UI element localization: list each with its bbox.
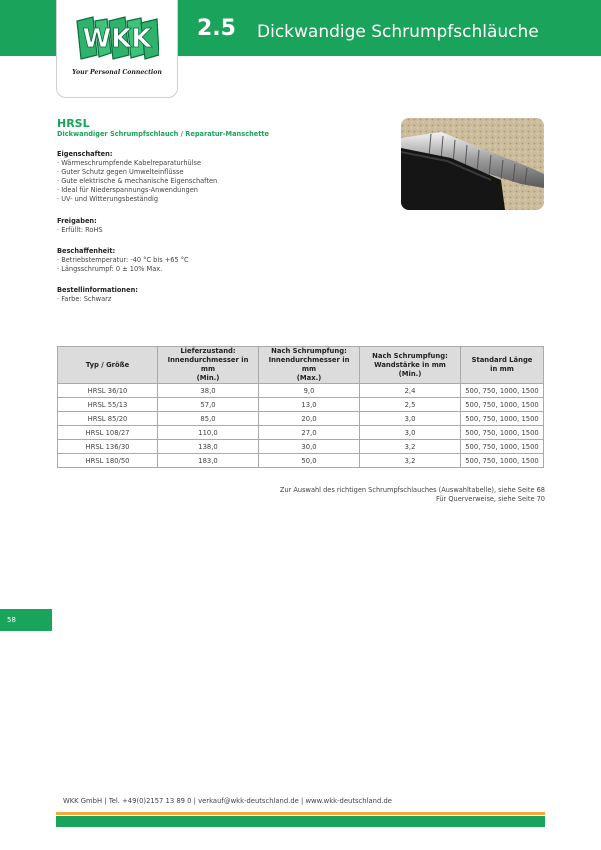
cross-reference-notes — [280, 486, 545, 504]
table-row — [58, 454, 544, 468]
cell-liefer: 138,0 — [158, 440, 259, 454]
cell-laenge: 500, 750, 1000, 1500 — [461, 412, 544, 426]
cell-wand: 3,0 — [360, 426, 461, 440]
freigaben-heading: Freigaben: — [57, 217, 97, 225]
table-row — [58, 440, 544, 454]
eigenschaften-heading: Eigenschaften: — [57, 150, 113, 158]
product-photo — [401, 118, 544, 210]
table-row — [58, 384, 544, 398]
cell-laenge: 500, 750, 1000, 1500 — [461, 440, 544, 454]
cell-liefer: 183,0 — [158, 454, 259, 468]
cell-schrumpf: 9,0 — [259, 384, 360, 398]
cell-schrumpf: 20,0 — [259, 412, 360, 426]
page-number: 58 — [7, 616, 16, 624]
bestell-heading: Bestellinformationen: — [57, 286, 138, 294]
footer-stripe-orange — [56, 812, 545, 815]
col-header-innendurchmesser: Nach Schrumpfung: Innendurchmesser in mm (Max.) — [259, 347, 360, 384]
list-item: · Guter Schutz gegen Umwelteinflüsse — [57, 168, 184, 176]
col-header-laenge: Standard Länge in mm — [461, 347, 544, 384]
footer-contact: WKK GmbH | Tel. +49(0)2157 13 89 0 | verkauf@wkk-deutschland.de | www.wkk-deutschland.de — [63, 797, 392, 805]
cell-laenge: 500, 750, 1000, 1500 — [461, 398, 544, 412]
cell-typ: HRSL 85/20 — [58, 412, 158, 426]
eigenschaften-block — [57, 150, 217, 204]
cell-liefer: 38,0 — [158, 384, 259, 398]
list-item: · Betriebstemperatur: -40 °C bis +65 °C — [57, 256, 189, 264]
list-item: · Farbe: Schwarz — [57, 295, 112, 303]
list-item: · UV- und Witterungsbeständig — [57, 195, 159, 203]
cell-liefer: 85,0 — [158, 412, 259, 426]
logo-text: WKK — [82, 24, 152, 54]
cell-typ: HRSL 108/27 — [58, 426, 158, 440]
cell-wand: 3,2 — [360, 440, 461, 454]
wkk-logo-icon — [75, 15, 159, 63]
section-number: 2.5 — [197, 16, 236, 41]
cell-wand: 2,4 — [360, 384, 461, 398]
list-item: · Gute elektrische & mechanische Eigenschaften — [57, 177, 218, 185]
note-querverweise[interactable]: Für Querverweise, siehe Seite 70 — [435, 495, 545, 503]
cell-schrumpf: 50,0 — [259, 454, 360, 468]
cell-wand: 3,0 — [360, 412, 461, 426]
page-number-tab — [0, 609, 52, 631]
cell-wand: 3,2 — [360, 454, 461, 468]
list-item: · Wärmeschrumpfende Kabelreparaturhülse — [57, 159, 202, 167]
col-header-lieferzustand: Lieferzustand: Innendurchmesser in mm (Min.) — [158, 347, 259, 384]
product-code: HRSL — [57, 117, 90, 130]
cell-schrumpf: 30,0 — [259, 440, 360, 454]
cell-typ: HRSL 55/13 — [58, 398, 158, 412]
table-header-row — [58, 347, 544, 384]
tagline: Your Personal Connection — [72, 69, 162, 76]
cell-liefer: 110,0 — [158, 426, 259, 440]
col-header-typ: Typ / Größe — [58, 347, 158, 384]
table-row — [58, 412, 544, 426]
beschaffenheit-block — [57, 247, 189, 274]
note-auswahl[interactable]: Zur Auswahl des richtigen Schrumpfschlauches (Auswahltabelle), siehe Seite 68 — [279, 486, 545, 494]
cell-liefer: 57,0 — [158, 398, 259, 412]
cell-typ: HRSL 136/30 — [58, 440, 158, 454]
list-item: · Ideal für Niederspannungs-Anwendungen — [57, 186, 198, 194]
cell-typ: HRSL 180/50 — [58, 454, 158, 468]
col-header-wandstaerke: Nach Schrumpfung: Wandstärke in mm (Min.) — [360, 347, 461, 384]
cell-typ: HRSL 36/10 — [58, 384, 158, 398]
cell-schrumpf: 27,0 — [259, 426, 360, 440]
company-logo — [56, 0, 178, 98]
product-subtitle: Dickwandiger Schrumpfschlauch / Reparatur-Manschette — [57, 130, 270, 138]
footer-stripe-green — [56, 816, 545, 827]
cell-schrumpf: 13,0 — [259, 398, 360, 412]
freigaben-block — [57, 217, 103, 235]
spec-table — [57, 346, 544, 468]
table-row — [58, 426, 544, 440]
cell-wand: 2,5 — [360, 398, 461, 412]
beschaffenheit-heading: Beschaffenheit: — [57, 247, 116, 255]
section-title: Dickwandige Schrumpfschläuche — [257, 22, 539, 42]
list-item: · Längsschrumpf: 0 ± 10% Max. — [57, 265, 163, 273]
cell-laenge: 500, 750, 1000, 1500 — [461, 426, 544, 440]
cell-laenge: 500, 750, 1000, 1500 — [461, 454, 544, 468]
list-item: · Erfüllt: RoHS — [57, 226, 103, 234]
cell-laenge: 500, 750, 1000, 1500 — [461, 384, 544, 398]
bestell-block — [57, 286, 138, 304]
table-row — [58, 398, 544, 412]
